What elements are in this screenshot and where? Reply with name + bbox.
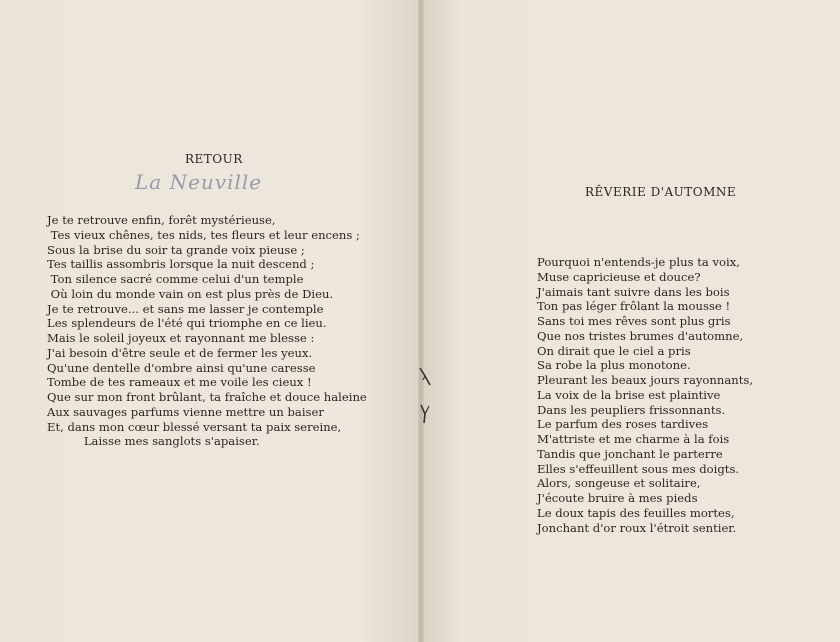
thread-stitch-bottom xyxy=(417,404,433,424)
poem-line: La voix de la brise est plaintive xyxy=(537,387,721,402)
poem-line: Dans les peupliers frissonnants. xyxy=(537,402,726,417)
poem-line: Laisse mes sanglots s'apaiser. xyxy=(47,434,260,449)
poem-line: On dirait que le ciel a pris xyxy=(537,343,691,358)
poem-line: Ton pas léger frôlant la mousse ! xyxy=(537,299,731,314)
poem-line: Sa robe la plus monotone. xyxy=(537,358,691,373)
poem-title-reverie: RÊVERIE D'AUTOMNE xyxy=(585,185,737,199)
poem-reverie-d-automne xyxy=(537,255,753,535)
poem-line: Que nos tristes brumes d'automne, xyxy=(537,328,744,343)
thread-stitch-top xyxy=(417,366,433,386)
poem-line: Mais le soleil joyeux et rayonnant me blesse : xyxy=(47,331,315,345)
poem-line: J'ai besoin d'être seule et de fermer les yeux. xyxy=(47,345,313,360)
poem-line: Le parfum des roses tardives xyxy=(537,417,709,432)
poem-line: Aux sauvages parfums vienne mettre un baiser xyxy=(47,404,324,419)
poem-line: Ton silence sacré comme celui d'un temple xyxy=(47,272,304,286)
poem-retour xyxy=(47,213,367,449)
poem-line: Muse capricieuse et douce? xyxy=(537,269,701,284)
poem-line: J'écoute bruire à mes pieds xyxy=(537,491,698,505)
poem-line: J'aimais tant suivre dans les bois xyxy=(537,284,730,299)
poem-line: Tombe de tes rameaux et me voile les cieux ! xyxy=(47,375,312,390)
poem-line: Tes taillis assombris lorsque la nuit descend ; xyxy=(47,257,315,272)
poem-line: Les splendeurs de l'été qui triomphe en ce lieu. xyxy=(47,316,327,331)
poem-line: Sous la brise du soir ta grande voix pieuse ; xyxy=(47,242,305,257)
poem-line: Tes vieux chênes, tes nids, tes fleurs et leur encens ; xyxy=(47,227,360,242)
binding-fold xyxy=(418,0,424,642)
poem-line: Le doux tapis des feuilles mortes, xyxy=(537,505,735,520)
poem-line: Jonchant d'or roux l'étroit sentier. xyxy=(537,520,737,535)
poem-title-retour: RETOUR xyxy=(185,152,243,166)
poem-line: M'attriste et me charme à la fois xyxy=(537,432,730,446)
poem-line: Pourquoi n'entends-je plus ta voix, xyxy=(537,255,740,269)
poem-line: Que sur mon front brûlant, ta fraîche et douce haleine xyxy=(47,390,367,404)
poem-line: Je te retrouve enfin, forêt mystérieuse, xyxy=(47,213,276,227)
poem-line: Elles s'effeuillent sous mes doigts. xyxy=(537,461,740,476)
poem-line: Où loin du monde vain on est plus près de Dieu. xyxy=(47,286,334,301)
poem-line: Sans toi mes rêves sont plus gris xyxy=(537,314,731,328)
right-page xyxy=(421,0,840,642)
poem-line: Je te retrouve... et sans me lasser je contemple xyxy=(47,301,324,316)
poem-line: Alors, songeuse et solitaire, xyxy=(537,476,701,491)
handwritten-note: La Neuville xyxy=(135,170,263,194)
poem-line: Pleurant les beaux jours rayonnants, xyxy=(537,373,754,387)
poem-line: Et, dans mon cœur blessé versant ta paix sereine, xyxy=(47,419,342,434)
poem-line: Tandis que jonchant le parterre xyxy=(537,446,723,461)
poem-line: Qu'une dentelle d'ombre ainsi qu'une caresse xyxy=(47,360,316,375)
